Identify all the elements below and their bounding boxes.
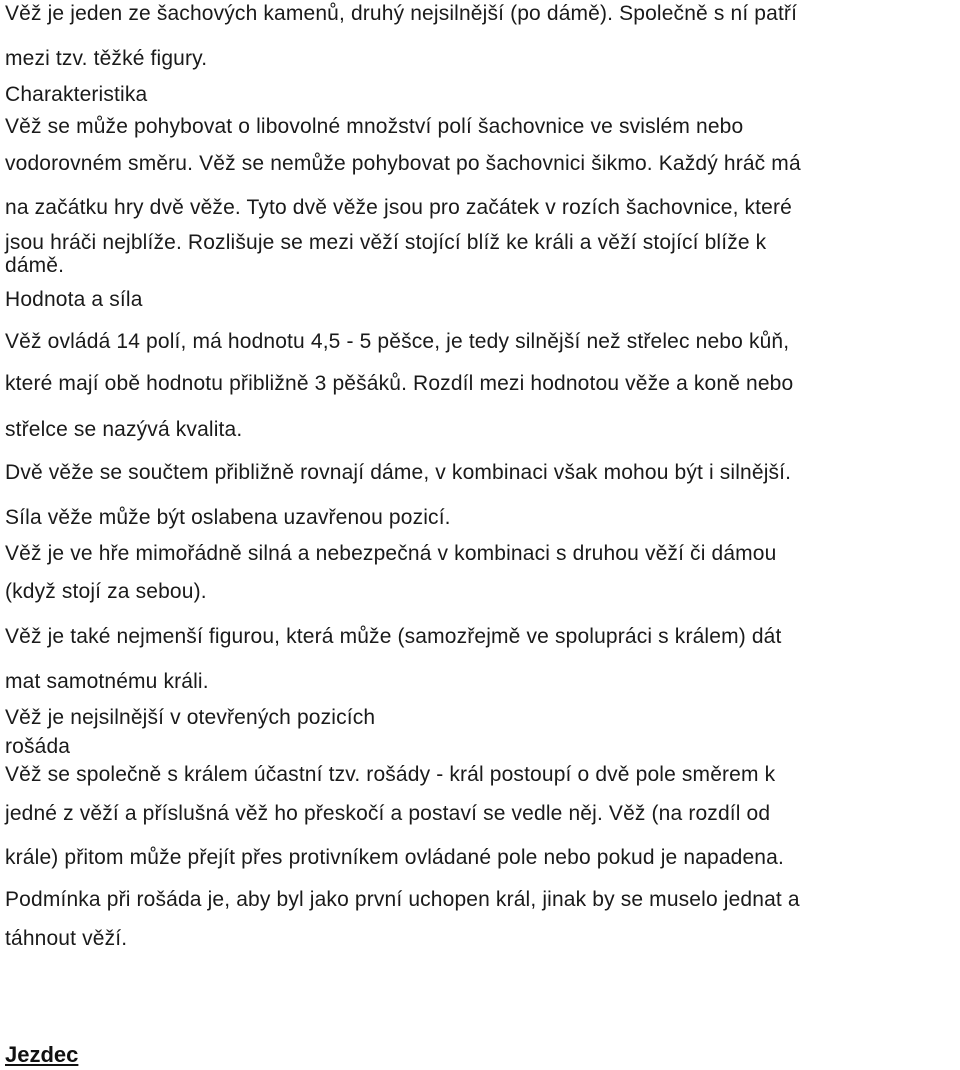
text-line: Věž se může pohybovat o libovolné množství polí šachovnice ve svislém nebo <box>5 115 744 138</box>
text-line: Věž se společně s králem účastní tzv. rošády - král postoupí o dvě pole směrem k <box>5 763 776 786</box>
text-line: mat samotnému králi. <box>5 670 209 693</box>
text-line: táhnout věží. <box>5 927 128 950</box>
text-line: (když stojí za sebou). <box>5 580 207 603</box>
text-line: Věž je jeden ze šachových kamenů, druhý nejsilnější (po dámě). Společně s ní patří <box>5 2 798 25</box>
text-line: jedné z věží a příslušná věž ho přeskočí a postaví se vedle něj. Věž (na rozdíl od <box>5 802 771 825</box>
text-line: Věž je také nejmenší figurou, která může (samozřejmě ve spolupráci s králem) dát <box>5 625 782 648</box>
section-heading-rosada: rošáda <box>5 735 71 758</box>
text-line: na začátku hry dvě věže. Tyto dvě věže jsou pro začátek v rozích šachovnice, které <box>5 196 792 219</box>
text-line: Věž je nejsilnější v otevřených pozicích <box>5 706 376 729</box>
section-heading-hodnota: Hodnota a síla <box>5 288 143 311</box>
text-line: krále) přitom může přejít přes protivníkem ovládané pole nebo pokud je napadena. <box>5 846 784 869</box>
text-line: jsou hráči nejblíže. Rozlišuje se mezi věží stojící blíž ke králi a věží stojící blíže k <box>5 231 767 254</box>
text-line: mezi tzv. těžké figury. <box>5 47 208 70</box>
text-line: Síla věže může být oslabena uzavřenou pozicí. <box>5 506 451 529</box>
text-line: Věž je ve hře mimořádně silná a nebezpečná v kombinaci s druhou věží či dámou <box>5 542 777 565</box>
text-line: střelce se nazývá kvalita. <box>5 418 243 441</box>
text-line: Podmínka při rošáda je, aby byl jako první uchopen král, jinak by se muselo jednat a <box>5 888 800 911</box>
text-line: dámě. <box>5 254 65 277</box>
text-line: Věž ovládá 14 polí, má hodnotu 4,5 - 5 pěšce, je tedy silnější než střelec nebo kůň, <box>5 330 790 353</box>
text-line: které mají obě hodnotu přibližně 3 pěšáků. Rozdíl mezi hodnotou věže a koně nebo <box>5 372 794 395</box>
text-line: Dvě věže se součtem přibližně rovnají dáme, v kombinaci však mohou být i silnější. <box>5 461 792 484</box>
section-heading-charakteristika: Charakteristika <box>5 83 148 106</box>
text-line: vodorovném směru. Věž se nemůže pohybovat po šachovnici šikmo. Každý hráč má <box>5 152 801 175</box>
section-heading-jezdec: Jezdec <box>5 1042 79 1067</box>
